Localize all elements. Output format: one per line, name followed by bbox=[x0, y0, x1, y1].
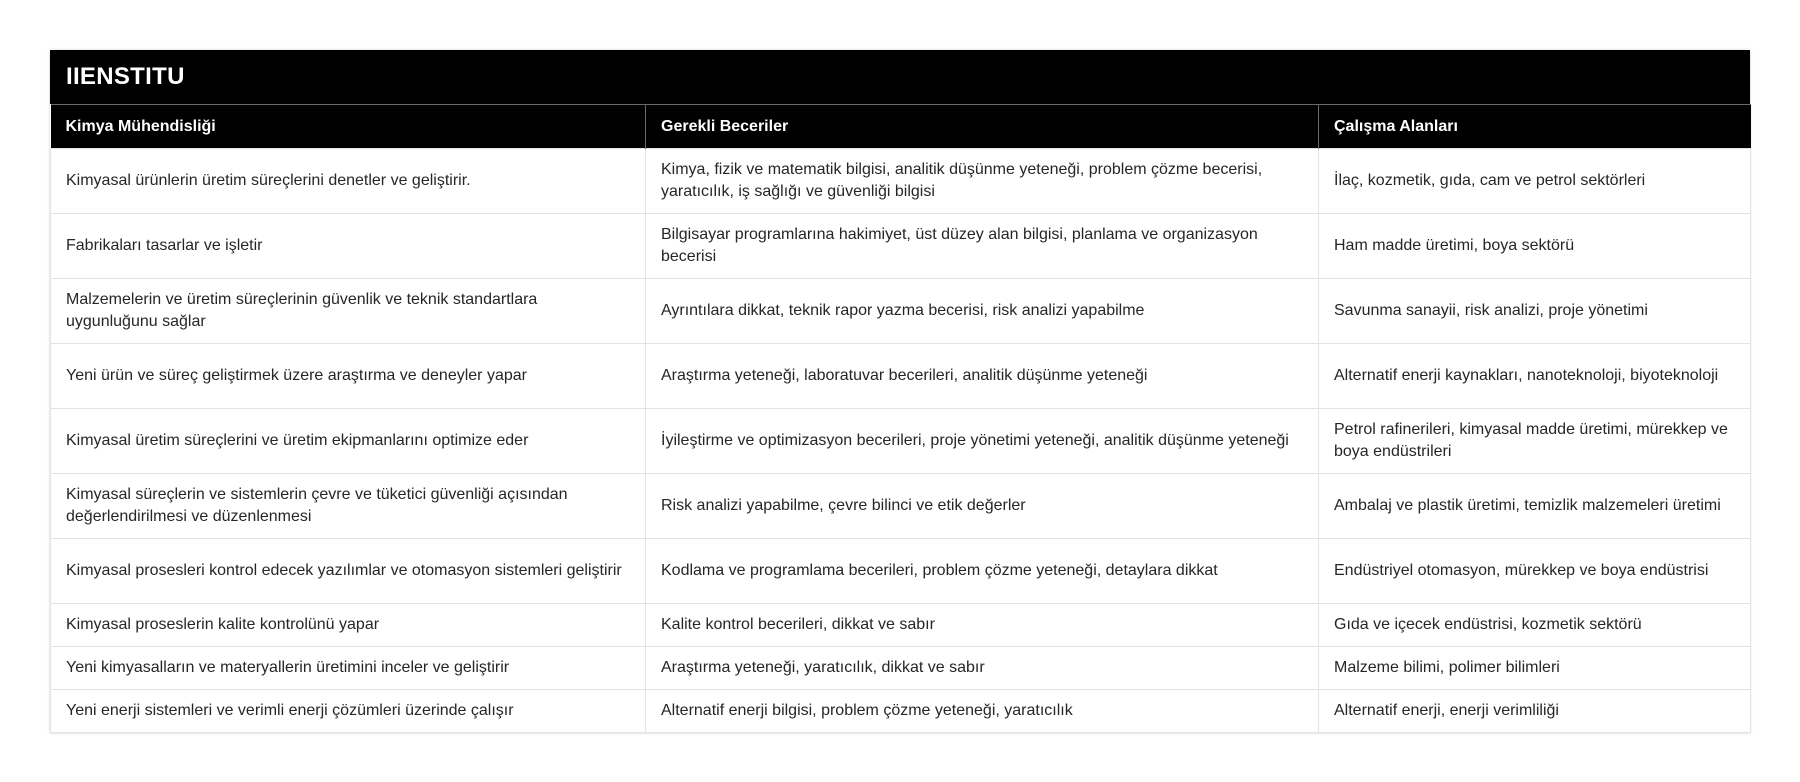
table-header-row bbox=[51, 105, 1751, 149]
cell-fields: Ham madde üretimi, boya sektörü bbox=[1319, 214, 1751, 279]
cell-fields: İlaç, kozmetik, gıda, cam ve petrol sektörleri bbox=[1319, 149, 1751, 214]
column-header-role: Kimya Mühendisliği bbox=[51, 105, 646, 149]
cell-role: Fabrikaları tasarlar ve işletir bbox=[51, 214, 646, 279]
cell-role: Yeni ürün ve süreç geliştirmek üzere araştırma ve deneyler yapar bbox=[51, 344, 646, 409]
table-row bbox=[51, 604, 1751, 647]
cell-role: Kimyasal ürünlerin üretim süreçlerini denetler ve geliştirir. bbox=[51, 149, 646, 214]
cell-fields: Alternatif enerji kaynakları, nanoteknoloji, biyoteknoloji bbox=[1319, 344, 1751, 409]
table-row bbox=[51, 344, 1751, 409]
cell-role: Kimyasal üretim süreçlerini ve üretim ekipmanlarını optimize eder bbox=[51, 409, 646, 474]
cell-skills: Kimya, fizik ve matematik bilgisi, analitik düşünme yeteneği, problem çözme becerisi, yaratıcılık, iş sağlığı ve güvenliği bilgisi bbox=[646, 149, 1319, 214]
cell-fields: Malzeme bilimi, polimer bilimleri bbox=[1319, 647, 1751, 690]
content-card bbox=[50, 50, 1750, 733]
cell-skills: Araştırma yeteneği, yaratıcılık, dikkat ve sabır bbox=[646, 647, 1319, 690]
table-row bbox=[51, 647, 1751, 690]
table-row bbox=[51, 690, 1751, 733]
table-row bbox=[51, 149, 1751, 214]
cell-skills: Risk analizi yapabilme, çevre bilinci ve etik değerler bbox=[646, 474, 1319, 539]
cell-skills: Kodlama ve programlama becerileri, problem çözme yeteneği, detaylara dikkat bbox=[646, 539, 1319, 604]
cell-skills: Ayrıntılara dikkat, teknik rapor yazma becerisi, risk analizi yapabilme bbox=[646, 279, 1319, 344]
cell-skills: Araştırma yeteneği, laboratuvar becerileri, analitik düşünme yeteneği bbox=[646, 344, 1319, 409]
table-row bbox=[51, 539, 1751, 604]
table-row bbox=[51, 474, 1751, 539]
cell-role: Kimyasal proseslerin kalite kontrolünü yapar bbox=[51, 604, 646, 647]
cell-fields: Savunma sanayii, risk analizi, proje yönetimi bbox=[1319, 279, 1751, 344]
cell-skills: İyileştirme ve optimizasyon becerileri, proje yönetimi yeteneği, analitik düşünme yeteneği bbox=[646, 409, 1319, 474]
cell-fields: Petrol rafinerileri, kimyasal madde üretimi, mürekkep ve boya endüstrileri bbox=[1319, 409, 1751, 474]
cell-fields: Gıda ve içecek endüstrisi, kozmetik sektörü bbox=[1319, 604, 1751, 647]
cell-skills: Alternatif enerji bilgisi, problem çözme yeteneği, yaratıcılık bbox=[646, 690, 1319, 733]
table-row bbox=[51, 214, 1751, 279]
table-row bbox=[51, 409, 1751, 474]
cell-fields: Endüstriyel otomasyon, mürekkep ve boya endüstrisi bbox=[1319, 539, 1751, 604]
cell-role: Malzemelerin ve üretim süreçlerinin güvenlik ve teknik standartlara uygunluğunu sağlar bbox=[51, 279, 646, 344]
cell-skills: Bilgisayar programlarına hakimiyet, üst düzey alan bilgisi, planlama ve organizasyon becerisi bbox=[646, 214, 1319, 279]
cell-role: Kimyasal süreçlerin ve sistemlerin çevre ve tüketici güvenliği açısından değerlendirilmesi ve düzenlenmesi bbox=[51, 474, 646, 539]
cell-role: Yeni enerji sistemleri ve verimli enerji çözümleri üzerinde çalışır bbox=[51, 690, 646, 733]
cell-skills: Kalite kontrol becerileri, dikkat ve sabır bbox=[646, 604, 1319, 647]
column-header-skills: Gerekli Beceriler bbox=[646, 105, 1319, 149]
column-header-fields: Çalışma Alanları bbox=[1319, 105, 1751, 149]
brand-title: IIENSTITU bbox=[50, 50, 1750, 104]
cell-fields: Alternatif enerji, enerji verimliliği bbox=[1319, 690, 1751, 733]
cell-role: Yeni kimyasalların ve materyallerin üretimini inceler ve geliştirir bbox=[51, 647, 646, 690]
cell-fields: Ambalaj ve plastik üretimi, temizlik malzemeleri üretimi bbox=[1319, 474, 1751, 539]
careers-table bbox=[50, 104, 1751, 733]
table-row bbox=[51, 279, 1751, 344]
cell-role: Kimyasal prosesleri kontrol edecek yazılımlar ve otomasyon sistemleri geliştirir bbox=[51, 539, 646, 604]
